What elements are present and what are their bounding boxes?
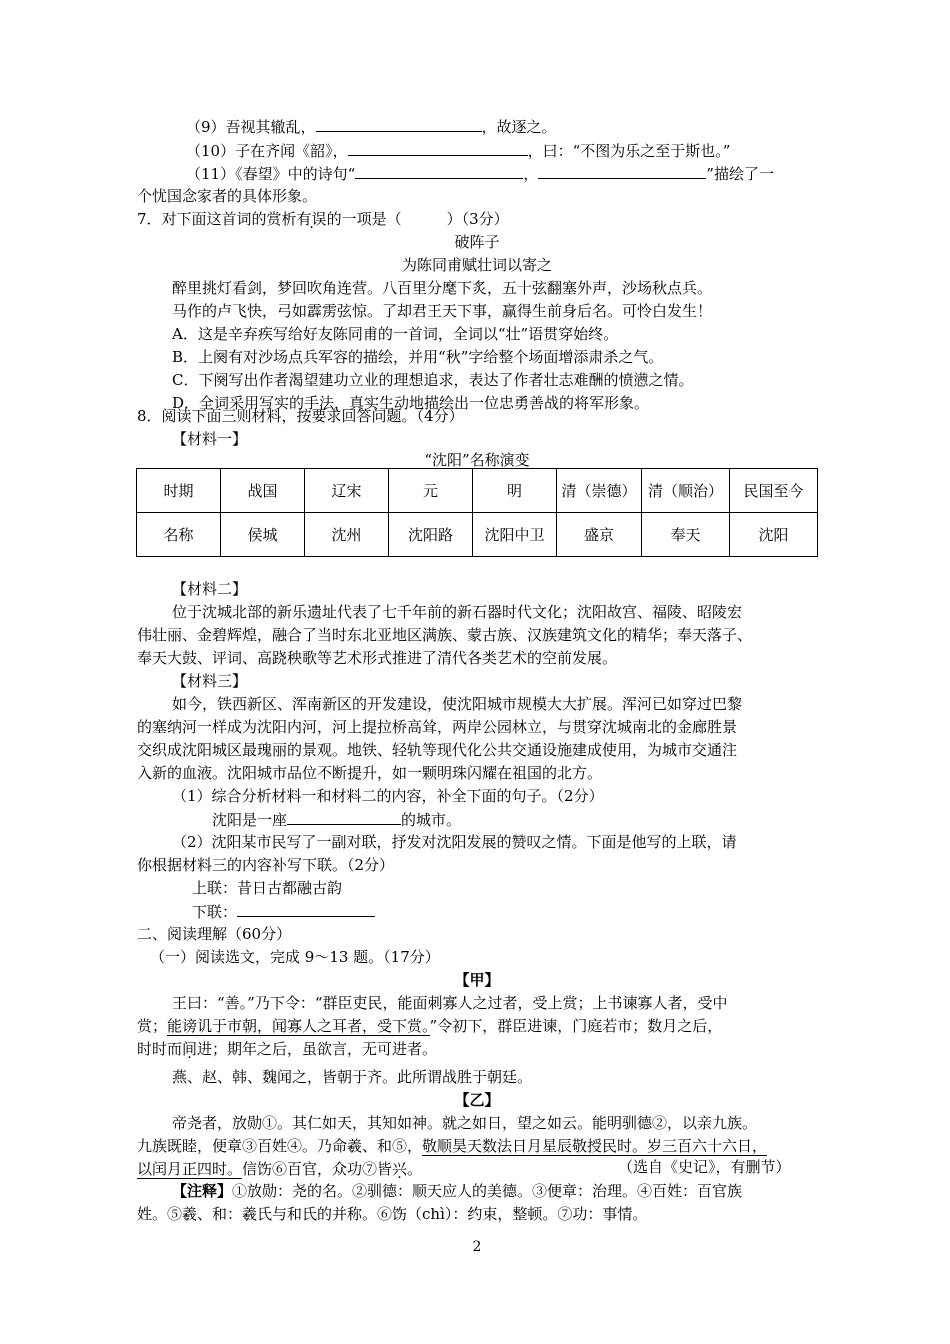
passage-line: 王曰：“善。”乃下令：“群臣吏民，能面刺寡人之过者，受上赏；上书谏寡人者，受中: [172, 994, 728, 1012]
underlined-sentence: 以闰月正四时。: [137, 1160, 243, 1178]
paragraph-line: 交织成沈阳城区最瑰丽的景观。地铁、轻轨等现代化公共交通设施建成使用，为城市交通注: [137, 741, 738, 759]
sub-question-2-cont: 你根据材料三的内容补写下联。（2分）: [137, 856, 395, 874]
passage-line: 帝尧者，放勋①。其仁如天，其知如神。就之如日，望之如云。能明驯德②，以亲九族。: [172, 1114, 758, 1132]
passage-line: 时时而间进；期年之后，虽欲言，无可进者。: [137, 1040, 438, 1058]
table-cell: 奉天: [642, 513, 730, 557]
paragraph-line: 如今，铁西新区、浑南新区的开发建设，使沈阳城市规模大大扩展。浑河已如穿过巴黎: [172, 695, 743, 713]
table-cell: 时期: [137, 469, 221, 513]
emphasis-dot-text: 有误: [296, 210, 327, 228]
table-cell: 民国至今: [730, 469, 818, 513]
option-b: B．上阕有对沙场点兵军容的描绘，并用“秋”字给整个场面增添肃杀之气。: [172, 348, 664, 366]
upper-couplet: 上联：昔日古都融古韵: [192, 879, 343, 897]
source-citation: （选自《史记》，有删节）: [618, 1158, 791, 1176]
table-cell: 名称: [137, 513, 221, 557]
paragraph-line: 的塞纳河一样成为沈阳内河，河上提拉桥高耸，两岸公园林立，与贯穿沈城南北的金廊胜景: [137, 718, 738, 736]
table-cell: 沈阳路: [389, 513, 473, 557]
answer-blank[interactable]: [538, 162, 706, 179]
table-cell: 侯城: [221, 513, 305, 557]
passage-yi-label: 【乙】: [454, 1091, 500, 1109]
answer-blank[interactable]: [287, 808, 401, 825]
table-cell: 沈阳中卫: [473, 513, 557, 557]
table-row: [137, 469, 818, 513]
emphasis-dot-text: 兴: [392, 1160, 408, 1178]
lower-couplet: 下联：: [192, 900, 375, 923]
paragraph-line: 位于沈城北部的新乐遗址代表了七千年前的新石器时代文化；沈阳故宫、福陵、昭陵宏: [172, 603, 743, 621]
q6-line-9: （9）吾视其辙乱， ，故逐之。: [186, 115, 557, 138]
option-d: D．全词采用写实的手法，真实生动地描绘出一位忠勇善战的将军形象。: [172, 394, 650, 412]
paragraph-line: 奉天大鼓、评词、高跷秧歌等艺术形式推进了清代各类艺术的空前发展。: [137, 649, 618, 667]
q6-line-11: （11）《春望》中的诗句“ ， ”描绘了一: [186, 162, 774, 185]
paragraph-line: 入新的血液。沈阳城市品位不断提升，如一颗明珠闪耀在祖国的北方。: [137, 764, 603, 782]
page-number: 2: [472, 1239, 482, 1255]
answer-blank[interactable]: [316, 115, 482, 132]
question-7-stem: 7．对下面这首词的赏析有误的一项是（ ）（3分）: [137, 210, 509, 228]
sub-question-1-answer: 沈阳是一座 的城市。: [212, 808, 461, 831]
passage-line: 燕、赵、韩、魏闻之，皆朝于齐。此所谓战胜于朝廷。: [172, 1068, 533, 1086]
material-2-label: 【材料二】: [172, 580, 248, 598]
poem-title: 破阵子: [454, 233, 500, 251]
passage-line: 九族既睦，便章③百姓④。乃命羲、和⑤，敬顺昊天数法日月星辰敬授民时。岁三百六十六日，: [137, 1137, 768, 1155]
answer-blank[interactable]: [355, 162, 523, 179]
table-cell: 盛京: [557, 513, 642, 557]
material-1-label: 【材料一】: [172, 430, 248, 448]
table-cell: 沈州: [305, 513, 389, 557]
emphasis-dot-text: 间: [182, 1040, 198, 1058]
question-8-stem: 8．阅读下面三则材料，按要求回答问题。（4分）: [137, 407, 464, 425]
table-cell: 明: [473, 469, 557, 513]
answer-blank[interactable]: [348, 139, 528, 156]
passage-line: 赏；能谤讥于市朝，闻寡人之耳者，受下赏。”令初下，群臣进谏，门庭若市；数月之后，: [137, 1017, 723, 1035]
underlined-sentence: 敬顺昊天数法日月星辰敬授民时。岁三百六十六日，: [422, 1137, 768, 1155]
paragraph-line: 伟壮丽、金碧辉煌，融合了当时东北亚地区满族、蒙古族、汉族建筑文化的精华；奉天落子、: [137, 626, 753, 644]
answer-blank[interactable]: [237, 900, 375, 917]
section-subtitle: （一）阅读选文，完成 9～13 题。（17分）: [150, 948, 440, 966]
annotation-line: 【注释】①放勋：尧的名。②驯德：顺天应人的美德。③便章：治理。④百姓：百官族: [172, 1182, 743, 1200]
option-a: A．这是辛弃疾写给好友陈同甫的一首词，全词以“壮”语贯穿始终。: [172, 325, 619, 343]
poem-line-1: 醉里挑灯看剑，梦回吹角连营。八百里分麾下炙，五十弦翻塞外声，沙场秋点兵。: [172, 279, 713, 297]
underlined-sentence: 能谤讥于市朝，闻寡人之耳者，受下赏。: [167, 1017, 430, 1035]
sub-question-1: （1）综合分析材料一和材料二的内容，补全下面的句子。（2分）: [172, 787, 604, 805]
table-title: “沈阳”名称演变: [424, 451, 530, 469]
sub-question-2: （2）沈阳某市民写了一副对联，抒发对沈阳发展的赞叹之情。下面是他写的上联，请: [172, 833, 737, 851]
q6-line-10: （10）子在齐闻《韶》， ，曰：“不图为乐之至于斯也。”: [186, 139, 730, 162]
q6-line-11-cont: 个忧国念家者的具体形象。: [137, 187, 318, 205]
annotation-line: 姓。⑤羲、和：羲氏与和氏的并称。⑥饬（chì）：约束，整顿。⑦功：事情。: [137, 1205, 648, 1223]
table-cell: 清（顺治）: [642, 469, 730, 513]
table-cell: 清（崇德）: [557, 469, 642, 513]
poem-subtitle: 为陈同甫赋壮词以寄之: [401, 256, 552, 274]
option-c: C．下阕写出作者渴望建功立业的理想追求，表达了作者壮志难酬的愤懑之情。: [172, 371, 694, 389]
section-title: 二、阅读理解（60分）: [137, 925, 292, 943]
table-cell: 战国: [221, 469, 305, 513]
poem-line-2: 马作的卢飞快，弓如霹雳弦惊。了却君王天下事，赢得生前身后名。可怜白发生！: [172, 302, 713, 320]
material-3-label: 【材料三】: [172, 672, 248, 690]
table-cell: 沈阳: [730, 513, 818, 557]
passage-line: 以闰月正四时。信饬⑥百官，众功⑦皆兴。: [137, 1160, 423, 1178]
table-cell: 元: [389, 469, 473, 513]
table-row: [137, 513, 818, 557]
name-evolution-table: [136, 468, 818, 557]
table-cell: 辽宋: [305, 469, 389, 513]
passage-jia-label: 【甲】: [454, 971, 500, 989]
